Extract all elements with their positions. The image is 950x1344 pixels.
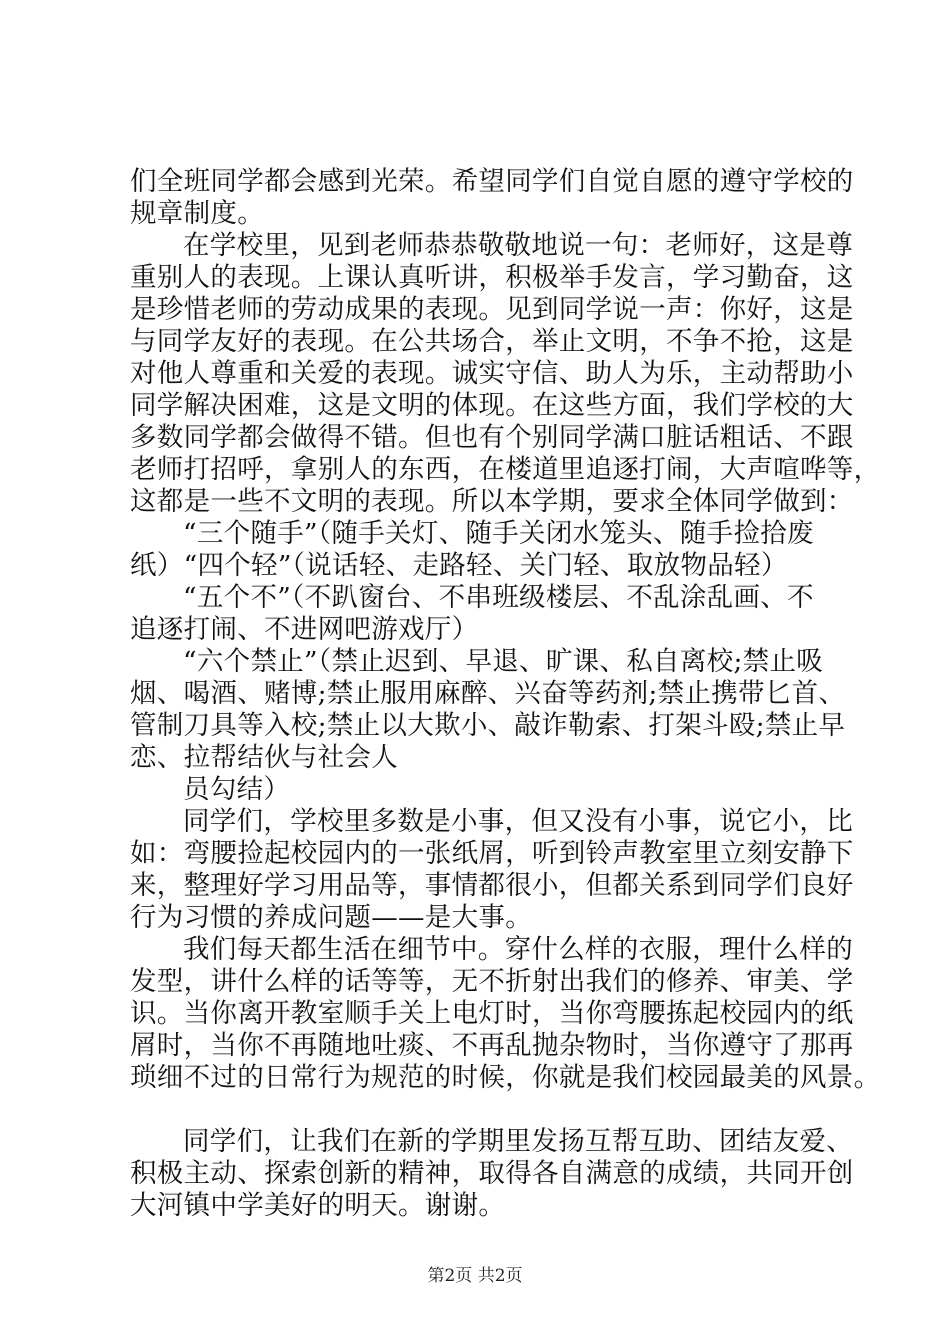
text-line: 大河镇中学美好的明天。谢谢。 — [130, 1190, 506, 1221]
page-number-footer: 第2页 共2页 — [427, 1266, 523, 1286]
rule-three-line: “三个随手”（随手关灯、随手关闭水笼头、随手捡拾废 — [183, 518, 814, 549]
document-body — [130, 166, 881, 1222]
text-line: 恋、拉帮结伙与社会人 — [130, 742, 398, 773]
rule-five-line: “五个不”（不趴窗台、不串班级楼层、不乱涂乱画、不 — [183, 582, 814, 613]
text-line: 员勾结） — [183, 774, 291, 805]
paragraph-start-line: 同学们，学校里多数是小事，但又没有小事，说它小，比 — [183, 806, 853, 837]
text-line: 烟、喝酒、赌博;禁止服用麻醉、兴奋等药剂;禁止携带匕首、 — [130, 678, 846, 709]
text-line: 与同学友好的表现。在公共场合，举止文明，不争不抢，这是 — [130, 326, 854, 357]
text-line: 这都是一些不文明的表现。所以本学期，要求全体同学做到： — [130, 486, 854, 517]
text-line: 规章制度。 — [130, 198, 264, 229]
text-line: 识。当你离开教室顺手关上电灯时，当你弯腰拣起校园内的纸 — [130, 998, 854, 1029]
text-line: 管制刀具等入校;禁止以大欺小、敲诈勒索、打架斗殴;禁止早 — [130, 710, 846, 741]
paragraph-start-line: 同学们，让我们在新的学期里发扬互帮互助、团结友爱、 — [183, 1126, 853, 1157]
text-line: 琐细不过的日常行为规范的时候，你就是我们校园最美的风景。 — [130, 1062, 881, 1093]
paragraph-gap — [130, 1094, 830, 1126]
text-line: 发型，讲什么样的话等等，无不折射出我们的修养、审美、学 — [130, 966, 854, 997]
text-line: 行为习惯的养成问题——是大事。 — [130, 902, 532, 933]
paragraph-start-line: 我们每天都生活在细节中。穿什么样的衣服，理什么样的 — [183, 934, 853, 965]
text-line: 是珍惜老师的劳动成果的表现。见到同学说一声：你好，这是 — [130, 294, 854, 325]
text-line: 对他人尊重和关爱的表现。诚实守信、助人为乐，主动帮助小 — [130, 358, 854, 389]
text-line: 老师打招呼，拿别人的东西，在楼道里追逐打闹，大声喧哗等， — [130, 454, 881, 485]
text-line: 们全班同学都会感到光荣。希望同学们自觉自愿的遵守学校的 — [130, 166, 854, 197]
text-line: 多数同学都会做得不错。但也有个别同学满口脏话粗话、不跟 — [130, 422, 854, 453]
text-line: 如：弯腰捡起校园内的一张纸屑，听到铃声教室里立刻安静下 — [130, 838, 854, 869]
rule-four-line: 纸）“四个轻”（说话轻、走路轻、关门轻、取放物品轻） — [130, 550, 788, 581]
text-line: 屑时，当你不再随地吐痰、不再乱抛杂物时，当你遵守了那再 — [130, 1030, 854, 1061]
text-line: 追逐打闹、不进网吧游戏厅） — [130, 614, 479, 645]
text-line: 积极主动、探索创新的精神，取得各自满意的成绩，共同开创 — [130, 1158, 854, 1189]
paragraph-start-line: 在学校里，见到老师恭恭敬敬地说一句：老师好，这是尊 — [183, 230, 853, 261]
text-line: 来，整理好学习用品等，事情都很小，但都关系到同学们良好 — [130, 870, 854, 901]
text-line: 同学解决困难，这是文明的体现。在这些方面，我们学校的大 — [130, 390, 854, 421]
rule-six-line: “六个禁止”（禁止迟到、早退、旷课、私自离校;禁止吸 — [183, 646, 824, 677]
text-line: 重别人的表现。上课认真听讲，积极举手发言，学习勤奋，这 — [130, 262, 854, 293]
